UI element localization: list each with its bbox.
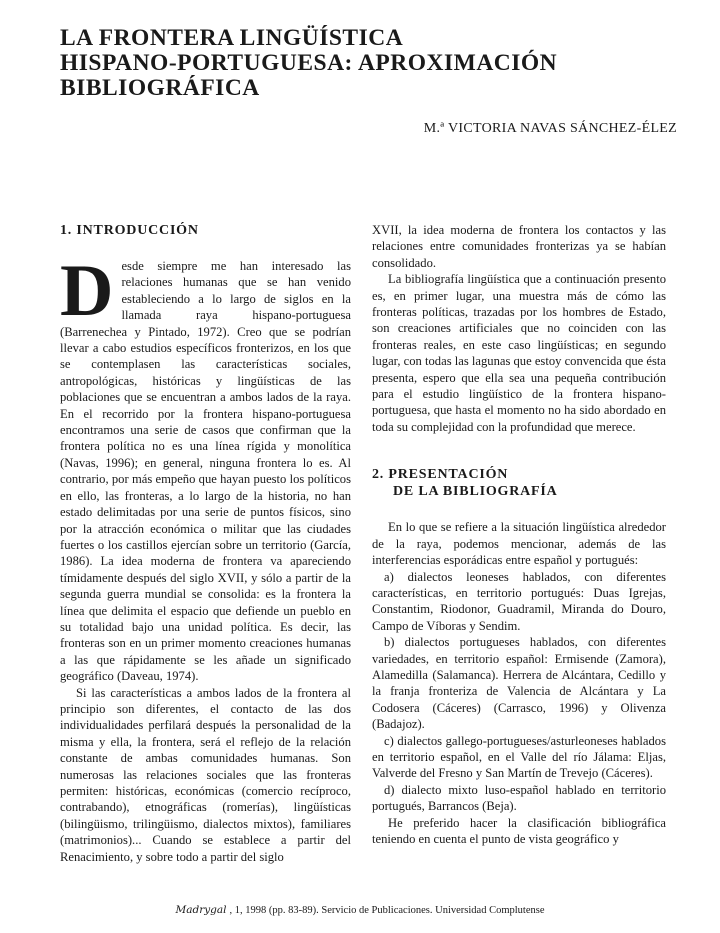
intro-paragraph-1	[60, 250, 351, 685]
section-2-heading-line-2: DE LA BIBLIOGRAFÍA	[393, 484, 558, 500]
title-line-1: LA FRONTERA LINGÜÍSTICA	[60, 25, 404, 51]
section-2-heading	[372, 466, 666, 500]
article-title	[60, 26, 660, 101]
left-column	[60, 222, 351, 865]
title-line-2: HISPANO-PORTUGUESA: APROXIMACIÓN	[60, 50, 558, 76]
page-footer	[0, 904, 720, 916]
intro-paragraph-2: Si las características a ambos lados de la frontera al principio son diferentes, el contacto de las dos individualidades perfilará después la personalidad de la misma y ella, la frontera, será el reflejo de la relación constante de ambas comunidades humanas. Son numerosas las relaciones sociales que las fronteras permiten: históricas, económicas (comercio recíproco, contrabando), etnográficas (romerías), lingüísticas (bilingüismo, trilingüismo, dialectos mixtos), familiares (matrimonios)... Cuando se establece a partir del Renacimiento, y sobre todo a partir del siglo	[60, 685, 351, 864]
title-line-3: BIBLIOGRÁFICA	[60, 75, 260, 101]
section-2-heading-line-1: 2. PRESENTACIÓN	[372, 467, 509, 483]
section-1-heading: 1. INTRODUCCIÓN	[60, 223, 199, 238]
list-item-c: c) dialectos gallego-portugueses/asturleoneses hablados en territorio español, en el Valle del río Jálama: Eljas, Valverde del Fresno y San Martín de Trevejo (Cáceres).	[372, 733, 666, 781]
author-name: M.ª VICTORIA NAVAS SÁNCHEZ-ÉLEZ	[423, 121, 677, 136]
presentation-paragraph-1: En lo que se refiere a la situación lingüística alrededor de la raya, podemos mencionar, además de las interferencias esporádicas entre español y portugués:	[372, 520, 666, 568]
presentation-paragraph-2: He preferido hacer la clasificación bibliográfica teniendo en cuenta el punto de vista geográfico y	[372, 815, 666, 846]
list-item-b: b) dialectos portugueses hablados, con diferentes variedades, en territorio español: Ermisende (Zamora), Alamedilla (Salamanca). Herrera de Alcántara, Cedillo y la franja fronteriza de Valencia de Alcántara y La Codosera (Cáceres) (Carrasco, 1996) y Olivenza (Badajoz).	[372, 635, 666, 732]
footer-citation: , 1, 1998 (pp. 83-89). Servicio de Publicaciones. Universidad Complutense	[229, 905, 545, 916]
list-item-d: d) dialecto mixto luso-español hablado en territorio portugués, Barrancos (Beja).	[372, 782, 666, 814]
right-column	[372, 222, 666, 847]
intro-paragraph-3: XVII, la idea moderna de frontera los contactos y las relaciones entre comunidades fronterizas ya se habían consolidado.	[372, 223, 666, 270]
intro-paragraph-4: La bibliografía lingüística que a continuación presento es, en primer lugar, una muestra más de cómo las fronteras políticas, trazadas por los hombres de Estado, son creaciones artificiales que no coinciden con las fronteras reales, en este caso lingüísticas; en segundo lugar, con todas las lagunas que estoy convencida que ésta presenta, espero que ella sea una pequeña contribución para el estudio lingüístico de la frontera hispano-portuguesa, que hasta el momento no ha sido abordado en toda su complejidad con la profundidad que merece.	[372, 272, 666, 434]
list-item-a: a) dialectos leoneses hablados, con diferentes características, en territorio portugués: Duas Igrejas, Constantim, Riodonor, Guadramil, Miranda do Douro, Campo de Víboras y Sendim.	[372, 569, 666, 633]
journal-logo: Madrygal	[175, 904, 227, 916]
intro-paragraph-1-text: esde siempre me han interesado las relaciones humanas que se han venido estableciendo a lo largo de siglos en la llamada raya hispano-portuguesa (Barrenechea y Pintado, 1972). Creo que se podrían llevar a cabo estudios específicos fronterizos, en los que se contemplasen las características sociales, antropológicas, históricas y lingüísticas de las poblaciones que se encuentran a ambos lados de la raya. En el recorrido por la frontera hispano-portuguesa encontramos una serie de casos que confirman que la frontera política no es una línea rígida y monolítica (Navas, 1996); en general, ninguna frontera lo es. Al contrario, por más empeño que hayan puesto los políticos en ello, las fronteras, a lo largo de la historia, no han estado delimitadas por una serie de puntos físicos, sino por la atracción económica o militar que las ciudades fuertes o los castillos ejercían sobre un territorio (García, 1986). La idea moderna de frontera va apareciendo tímidamente después del siglo XVII, y sólo a partir de la segunda guerra mundial se consolida: es la frontera la línea que delimita el espacio que defiende un pueblo en su totalidad bajo una unidad política. Es decir, las fronteras son en un primer momento creaciones humanas a las que rápidamente se les añade un significado geográfico (Daveau, 1974).	[60, 259, 351, 684]
drop-cap: D	[60, 250, 114, 332]
